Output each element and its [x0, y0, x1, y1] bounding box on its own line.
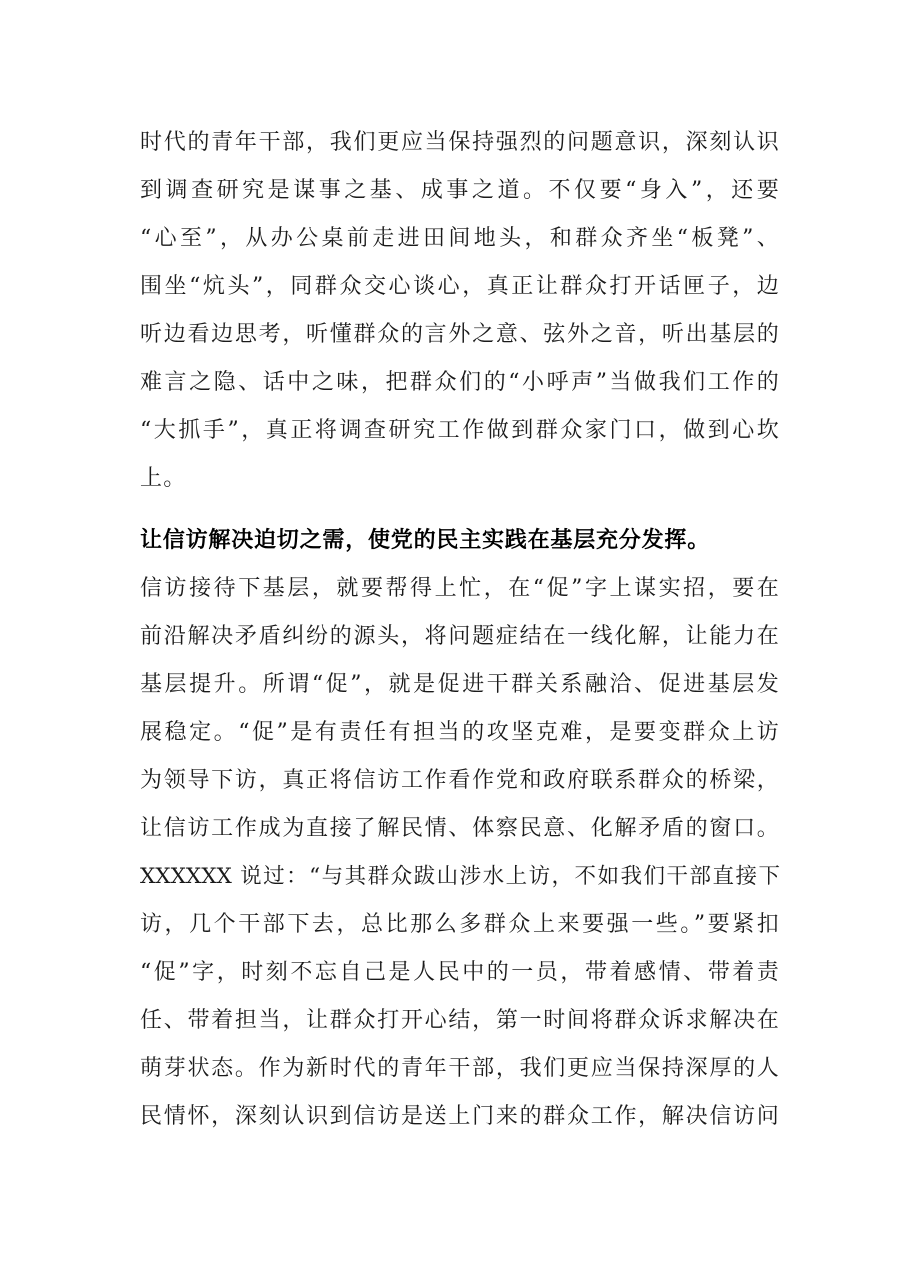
paragraph-line: XXXXXX 说过：“与其群众跋山涉水上访，不如我们干部直接下: [140, 864, 780, 889]
section-heading: 让信访解决迫切之需，使党的民主实践在基层充分发挥。: [140, 528, 711, 553]
paragraph-line: 围坐“炕头”，同群众交心谈心，真正让群众打开话匣子，边: [140, 274, 780, 299]
paragraph-line: 听边看边思考，听懂群众的言外之意、弦外之音，听出基层的: [140, 322, 780, 347]
paragraph-line: 让信访工作成为直接了解民情、体察民意、化解矛盾的窗口。: [140, 816, 780, 841]
paragraph-line: 展稳定。“促”是有责任有担当的攻坚克难，是要变群众上访: [140, 720, 780, 745]
paragraph-line: 上。: [140, 466, 187, 491]
paragraph-line: 民情怀，深刻认识到信访是送上门来的群众工作，解决信访问: [140, 1104, 780, 1129]
paragraph-line: 前沿解决矛盾纠纷的源头，将问题症结在一线化解，让能力在: [140, 624, 780, 649]
paragraph-line: 为领导下访，真正将信访工作看作党和政府联系群众的桥梁，: [140, 768, 780, 793]
paragraph-line: “促”字，时刻不忘自己是人民中的一员，带着感情、带着责: [140, 960, 780, 985]
paragraph-line: 访，几个干部下去，总比那么多群众上来要强一些。”要紧扣: [140, 912, 780, 937]
paragraph-line: “大抓手”，真正将调查研究工作做到群众家门口，做到心坎: [140, 418, 780, 443]
paragraph-line: 信访接待下基层，就要帮得上忙，在“促”字上谋实招，要在: [140, 576, 780, 601]
paragraph-line: 难言之隐、话中之味，把群众们的“小呼声”当做我们工作的: [140, 370, 780, 395]
paragraph-line: 时代的青年干部，我们更应当保持强烈的问题意识，深刻认识: [140, 130, 780, 155]
paragraph-line: 到调查研究是谋事之基、成事之道。不仅要“身入”，还要: [140, 178, 780, 203]
paragraph-line: “心至”，从办公桌前走进田间地头，和群众齐坐“板凳”、: [140, 226, 780, 251]
paragraph-line: 萌芽状态。作为新时代的青年干部，我们更应当保持深厚的人: [140, 1056, 780, 1081]
paragraph-line: 基层提升。所谓“促”，就是促进干群关系融洽、促进基层发: [140, 672, 780, 697]
paragraph-line: 任、带着担当，让群众打开心结，第一时间将群众诉求解决在: [140, 1008, 780, 1033]
